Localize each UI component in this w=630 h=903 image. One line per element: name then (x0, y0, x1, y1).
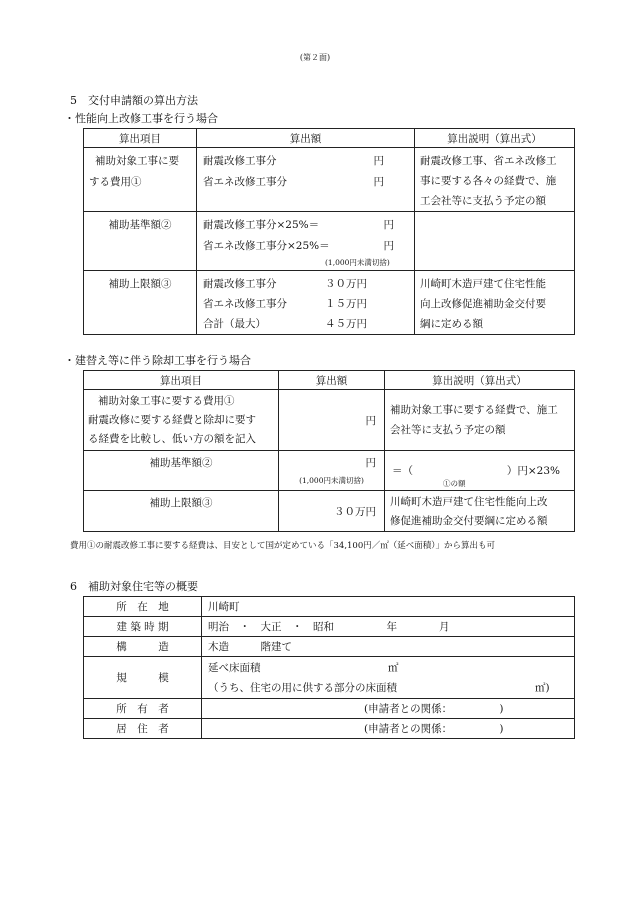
item-cell: 補助上限額③ (84, 271, 197, 335)
page-number: (第２面) (299, 53, 331, 62)
formula-open: ＝（ (392, 465, 413, 477)
row-resident (84, 719, 575, 739)
header-amount: 算出額 (197, 129, 415, 148)
row-owner (84, 699, 575, 719)
explanation-cell: 耐震改修工事、省エネ改修工 事に要する各々の経費で、施 工会社等に支払う予定の額 (415, 148, 575, 212)
value-scale: 延べ床面積 ㎡ （うち、住宅の用に供する部分の床面積 ㎡) (202, 657, 575, 699)
header-explanation: 算出説明（算出式） (415, 129, 575, 148)
label-built-period: 建 築 時 期 (84, 617, 202, 637)
performance-table (83, 128, 575, 335)
value-built-period: 明治 ・ 大正 ・ 昭和 年 月 (202, 617, 575, 637)
value-owner-relation: (申請者との関係： ) (202, 699, 575, 719)
section5-title: 5 交付申請額の算出方法 (70, 94, 198, 107)
explanation-cell (385, 451, 575, 491)
amount-cell: 円 (279, 390, 385, 451)
label-owner: 所 有 者 (84, 699, 202, 719)
amount-cell: ３０万円 (279, 491, 385, 532)
value-resident-relation: (申請者との関係： ) (202, 719, 575, 739)
row-standard-amount (84, 212, 575, 271)
item-cell: 補助基準額② (84, 451, 279, 491)
amount-cell: 耐震改修工事分 円 省エネ改修工事分 円 (197, 148, 415, 212)
explanation-cell: 川崎町木造戸建て住宅性能 向上改修促進補助金交付要 綱に定める額 (415, 271, 575, 335)
demolition-table (83, 370, 575, 532)
item-cell: 補助対象工事に要する費用① 耐震改修に要する経費と除却に要す る経費を比較し、低い方の額を記入 (84, 390, 279, 451)
formula-close: ）円×23% (506, 465, 560, 477)
housing-overview-table (83, 596, 575, 739)
row-built-period (84, 617, 575, 637)
label-resident: 居 住 者 (84, 719, 202, 739)
row-structure (84, 637, 575, 657)
header-amount: 算出額 (279, 371, 385, 390)
row-upper-limit (84, 491, 575, 532)
label-location: 所 在 地 (84, 597, 202, 617)
amount-cell: 耐震改修工事分 ３０万円 省エネ改修工事分 １５万円 合計（最大） ４５万円 (197, 271, 415, 335)
label-structure: 構 造 (84, 637, 202, 657)
explanation-cell: 川崎町木造戸建て住宅性能向上改 修促進補助金交付要綱に定める額 (385, 491, 575, 532)
value-location: 川崎町 (202, 597, 575, 617)
explanation-cell: 補助対象工事に要する経費で、施工 会社等に支払う予定の額 (385, 390, 575, 451)
row-standard-amount (84, 451, 575, 491)
header-item: 算出項目 (84, 371, 279, 390)
row-subsidy-cost (84, 148, 575, 212)
row-location (84, 597, 575, 617)
item-cell: 補助対象工事に要 する費用① (84, 148, 197, 212)
section6-title: 6 補助対象住宅等の概要 (70, 580, 198, 593)
sub1-title: ・性能向上改修工事を行う場合 (64, 112, 218, 125)
header-explanation: 算出説明（算出式） (385, 371, 575, 390)
row-upper-limit (84, 271, 575, 335)
amount-cell: 耐震改修工事分×25%＝ 円 省エネ改修工事分×25%＝ 円 (1,000円未満切捨) (197, 212, 415, 271)
truncate-note: (1,000円未満切捨) (299, 476, 364, 485)
unit-sqm: ㎡ (535, 682, 546, 694)
sub2-title: ・建替え等に伴う除却工事を行う場合 (64, 354, 251, 367)
truncate-note: (1,000円未満切捨) (325, 258, 390, 267)
footnote: 費用①の耐震改修工事に要する経費は、目安として国が定めている「34,100円／㎡（延べ面積）」から算出も可 (70, 541, 495, 551)
item-cell: 補助基準額② (84, 212, 197, 271)
amount-cell: 円 (1,000円未満切捨) (279, 451, 385, 491)
explanation-cell (415, 212, 575, 271)
item-cell: 補助上限額③ (84, 491, 279, 532)
label-scale: 規 模 (84, 657, 202, 699)
formula-sub-label: ①の額 (443, 479, 466, 488)
header-item: 算出項目 (84, 129, 197, 148)
row-subsidy-cost (84, 390, 575, 451)
row-scale (84, 657, 575, 699)
unit-sqm: ㎡ (388, 662, 399, 674)
value-structure: 木造 階建て (202, 637, 575, 657)
